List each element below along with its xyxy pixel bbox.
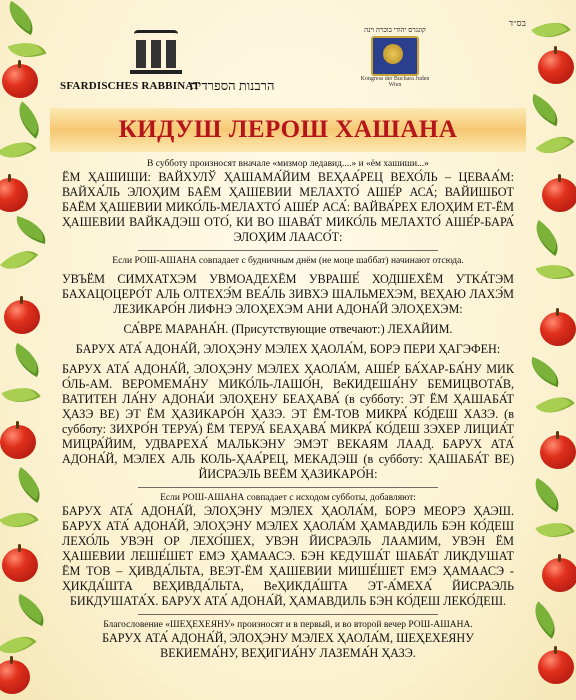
congress-emblem-icon xyxy=(371,36,419,76)
prayer-paragraph: БАРУХ АТА́ АДОНА́Й, ЭЛОҲЭНУ МЭЛЕХ ҲАОЛА́М, БОРЭ МЕОРЭ ҲАЭШ. БАРУХ АТА́ АДОНА́Й, ЭЛОҲЭНУ МЭЛЕХ ҲАОЛА́М ҲАМАВДИЛЬ БЭН КО́ДЕШ ЛЕХО́ЛЬ УВЭН ОР ЛЕХО́ШЕХ, УВЭН ЙИСРАЭЛЬ ЛААМИМ, УВЭН ЁМ ҲАШЕВИИ ЛЕШЕ́ШЕТ ЕМЭ ҲАМААСЭ. БЭН КЕДУША́Т ШАБА́Т ЛИКДУШАТ ЁМ ТОВ – ҲИВДА́ЛЬТА, ВЕЭТ-ЁМ ҲАШЕВИИ МИШЕ́ШЕТ ЕМЭ ҲАМААСЭ - ҲИКДА́ШТА ВЕҲИВДА́ЛЬТА, ВеҲИКДА́ШТА ЭТ-А́МЕХА́ ЙИСРАЭЛЬ БИКДУШАТА́Х. БАРУХ АТА́ АДОНА́Й, ҲАМАВДИЛЬ БЭН КО́ДЕШ ЛЕКО́ДЕШ. xyxy=(62,504,514,608)
leaf-icon xyxy=(527,478,566,512)
congress-logo xyxy=(360,26,430,86)
divider xyxy=(138,487,438,488)
leaf-icon xyxy=(526,357,565,387)
bsd-mark: בס״ד xyxy=(508,18,526,28)
leaf-icon xyxy=(535,387,574,423)
leaf-icon xyxy=(535,514,574,546)
divider xyxy=(138,614,438,615)
prayer-paragraph: БАРУХ АТА́ АДОНА́Й, ЭЛОҲЭНУ МЭЛЕХ ҲАОЛА́М, БОРЭ ПЕРИ ҲАГЭФЕН: xyxy=(75,342,501,356)
apple-icon xyxy=(540,435,576,469)
apple-icon xyxy=(2,548,38,582)
leaf-icon xyxy=(0,503,39,537)
rabbinate-logo xyxy=(130,30,182,74)
apple-icon xyxy=(542,178,576,212)
leaf-icon xyxy=(0,241,38,279)
apple-icon xyxy=(0,660,30,694)
leaf-icon xyxy=(8,35,47,65)
congress-hebrew-label: קונגרס יהודי בוכרה וינה xyxy=(364,26,426,34)
leaf-icon xyxy=(12,216,50,244)
leaf-icon xyxy=(0,132,37,168)
page-title: КИДУШ ЛЕРОШ ХАШАНА xyxy=(118,116,458,143)
leaf-icon xyxy=(526,601,565,638)
header xyxy=(60,18,526,98)
prayer-paragraph: БАРУХ АТА́ АДОНА́Й, ЭЛОҲЭНУ МЭЛЕХ ҲАОЛА́М, АШЕ́Р БА́ХАР-БА́НУ МИК О́ЛЬ-АМ. ВЕРОМЕМА́НУ МИКО́ЛЬ-ЛАШО́Н, ВеКИДЕША́НУ БЕМИЦВОТА́В, ВАТИТЕН ЛА́НУ АДОНА́И ЭЛОҲЕНУ БЕАҲАВА́ (в субботу: ЭТ ЁМ ҲАШАБА́Т ҲАЗЭ ВЕ) ЭТ ЁМ ҲАЗИКАРО́Н ҲАЗЭ. ЭТ ЁМ-ТОВ МИКРА́ КО́ДЕШ ХАЗЭ. (в субботу: ЗИХРО́Н ТЕРУА́) ЁМ ТЕРУА́ БЕАҲАВА́ МИКРА́ КО́ДЕШ ЗЭХЕР ЛИЦИА́Т МИЦРА́ЙИМ, УДВАРЕХА́ МАЛЬКЭНУ ЭМЭТ ВЕКАЯМ ЛААД. БАРУХ АТА́ АДОНА́Й, МЭЛЕХ АЛЬ КОЛЬ-ҲАА́РЕЦ, МЕКАДЭШ (в субботу: ҲАШАБА́Т ВЕ) ЙИСРАЭЛЬ ВЕЁМ ҲАЗИКАРО́Н: xyxy=(62,362,514,481)
prayer-paragraph: СА́ВРЕ МАРАНА́Н. (Присутствующие отвечают:) ЛЕХАЙИМ. xyxy=(123,322,453,336)
congress-label: Kongress der Buchara Juden Wien xyxy=(360,76,430,88)
rabbinate-label: SFARDISCHES RABBINAT xyxy=(60,80,201,92)
leaf-icon xyxy=(9,467,48,503)
instruction-note: Если РОШ-АШАНА совпадает с будничным днём (не моце шаббат) начинают отсюда. xyxy=(112,256,464,266)
leaf-icon xyxy=(527,220,566,256)
title-band xyxy=(50,108,526,152)
prayer-paragraph: УВЪЁМ СИМХАТХЭМ УВМОАДЕХЁМ УВРАШЕ́ ХОДШЕХЁМ УТКА́ТЭМ БАХАЦОЦЕРО́Т АЛЬ ОЛТЕХЭ́М ВЕА́ЛЬ ЗИВХЭ ШАЛЬМЕХЭМ, ВЕҲАЮ ЛАХЭ́М ЛЕЗИКАРО́Н ЛИФНЭ ЭЛОҲЕХЭМ АНИ АДОНА́Й ЭЛОҲЕХЭМ: xyxy=(62,272,514,316)
instruction-note: В субботу произносят вначале «мизмор ледавид....» и «ём хашиши...» xyxy=(147,159,429,169)
apple-icon xyxy=(0,425,36,459)
rabbinate-hebrew-label: הרבנות הספרדית xyxy=(190,78,275,93)
left-border-decoration xyxy=(0,0,52,700)
apple-icon xyxy=(4,300,40,334)
apple-icon xyxy=(538,50,574,84)
leaf-icon xyxy=(1,1,40,35)
divider xyxy=(138,250,438,251)
leaf-icon xyxy=(11,594,50,626)
leaf-icon xyxy=(7,343,46,377)
leaf-icon xyxy=(0,626,36,663)
right-border-decoration xyxy=(524,0,576,700)
instruction-note: Если РОШ-АШАНА совпадает с исходом субботы, добавляют: xyxy=(160,493,416,503)
leaf-icon xyxy=(1,379,40,411)
apple-icon xyxy=(2,64,38,98)
leaf-icon xyxy=(525,94,564,126)
instruction-note: Благословение «ШЕҲЕХЕЯНУ» произносят и в первый, и во второй вечер РОШ-АШАНА. xyxy=(103,620,473,630)
apple-icon xyxy=(542,558,576,592)
leaf-icon xyxy=(10,101,49,138)
apple-icon xyxy=(538,650,574,684)
leaf-icon xyxy=(531,13,570,47)
apple-icon xyxy=(540,312,576,346)
kiddush-text xyxy=(62,158,514,661)
prayer-paragraph: ЁМ ҲАШИШИ: ВАЙХУЛЎ ҲАШАМА́ЙИМ ВЕҲАА́РЕЦ ВЕХО́ЛЬ – ЦЕВАА́М: ВАЙХА́ЛЬ ЭЛОҲИМ БАЁМ ҲАШЕВИИ МЕЛАХТО́ АШЕ́Р АСА́; ВАЙИШБОТ БАЁМ ҲАШЕВИИ МИКО́ЛЬ-МЕЛАХТО́ АШЕ́Р АСА́: ВАЙВА́РЕХ ЕЛОҲИМ ЕТ-ЁМ ҲАШЕВИИ ВАЙКАДЭШ ОТО́, КИ ВО ШАВА́Т МИКО́ЛЬ МЕЛАХТО́ АШЕ́Р-БАРА́ ЭЛОҲИМ ЛААСО́Т: xyxy=(62,170,514,244)
prayer-paragraph: БАРУХ АТА́ АДОНА́Й, ЭЛОҲЭНУ МЭЛЕХ ҲАОЛА́М, ШЕҲЕХЕЯНУ ВЕКИЕМА́НУ, ВЕҲИГИА́НУ ЛАЗЕМА́Н ҲАЗЭ. xyxy=(102,631,474,660)
leaf-icon xyxy=(536,257,575,287)
leaf-icon xyxy=(536,126,575,163)
apple-icon xyxy=(0,178,28,212)
